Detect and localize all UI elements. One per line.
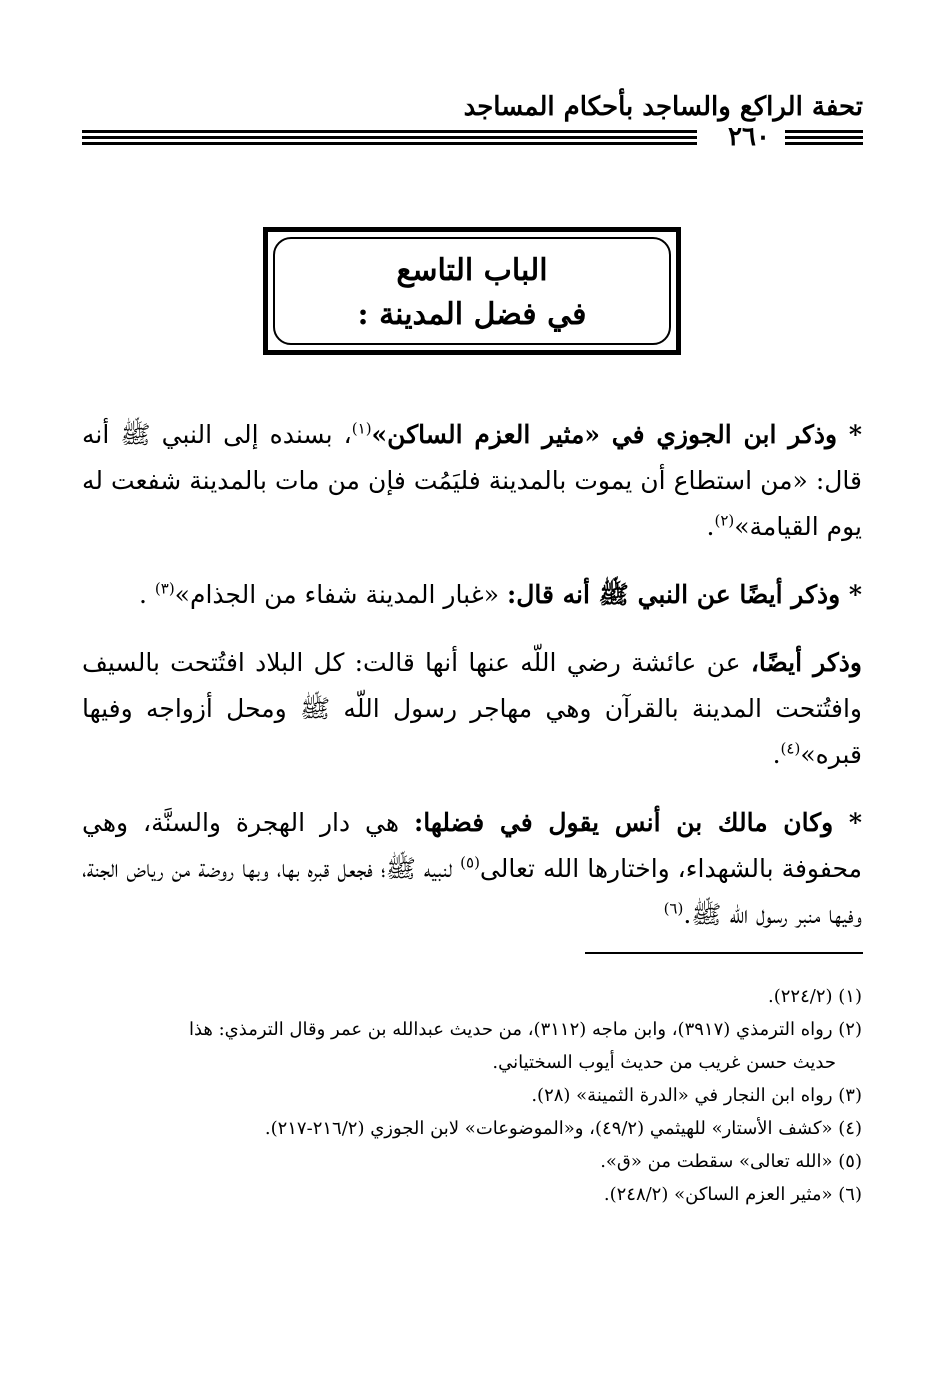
paragraph-lead: * وذكر ابن الجوزي في «مثير العزم الساكن» xyxy=(371,420,862,449)
footnote-ref-4: (٤) xyxy=(780,739,801,758)
paragraph-lead: * وذكر أيضًا عن النبي ﷺ أنه قال: xyxy=(506,580,862,609)
paragraph-text: ، بسنده إلى النبي ﷺ أنه قال: «من استطاع أن يموت بالمدينة فليَمُت فإن من مات بالمدينة شفعت له يوم القيامة» xyxy=(82,420,862,541)
paragraph-text-continued: لنبيه ﷺ؛ فجعل قبره بها، وبها روضة من رياض الجنة، وفيها منبر رسول اللّه ﷺ. xyxy=(82,854,862,929)
chapter-title: الباب التاسع xyxy=(396,253,548,288)
footnote-6: (٦) «مثير العزم الساكن» (٢٤٨/٢). xyxy=(603,1184,862,1205)
paragraph-lead: * وكان مالك بن أنس يقول في فضلها: xyxy=(413,808,862,837)
footnote-ref-6: (٦) xyxy=(663,899,684,918)
paragraph-3 xyxy=(82,640,862,778)
header-rule-right xyxy=(785,130,863,147)
footnote-4: (٤) «كشف الأستار» للهيثمي (٤٩/٢)، و«الموضوعات» لابن الجوزي (٢١٦/٢-٢١٧). xyxy=(264,1118,862,1139)
main-text xyxy=(82,412,862,960)
paragraph-text: «غبار المدينة شفاء من الجذام» xyxy=(174,580,507,609)
footnote-5: (٥) «الله تعالى» سقطت من «ق». xyxy=(600,1151,862,1172)
header-rule-left xyxy=(82,130,697,147)
footnote-1: (١) (٢٢٤/٢). xyxy=(768,986,862,1007)
footnote-3: (٣) رواه ابن النجار في «الدرة الثمينة» (٢٨). xyxy=(531,1085,862,1106)
running-header-title: تحفة الراكع والساجد بأحكام المساجد xyxy=(463,92,863,122)
footnotes xyxy=(82,980,862,1211)
footnote-ref-2: (٢) xyxy=(714,511,735,530)
footnote-separator xyxy=(585,952,863,954)
footnote-2: (٢) رواه الترمذي (٣٩١٧)، وابن ماجه (٣١١٢)، من حديث عبدالله بن عمر وقال الترمذي: هذا xyxy=(188,1019,862,1040)
paragraph-lead: وذكر أيضًا، xyxy=(750,648,863,677)
chapter-heading-box xyxy=(263,227,681,355)
page-number: ٢٦٠ xyxy=(728,122,770,152)
paragraph-end: . xyxy=(138,580,155,609)
footnote-2-continued: حديث حسن غريب من حديث أيوب السختياني. xyxy=(492,1052,836,1073)
footnote-ref-1: (١) xyxy=(351,419,372,438)
paragraph-4 xyxy=(82,800,862,938)
paragraph-2 xyxy=(82,572,862,618)
paragraph-text: هي دار الهجرة والسنَّة، وهي محفوفة بالشهداء، واختارها الله تعالى xyxy=(82,808,863,883)
footnote-ref-3: (٣) xyxy=(154,579,175,598)
chapter-heading-inner-frame xyxy=(273,237,671,345)
paragraph-1 xyxy=(82,412,862,550)
paragraph-end: . xyxy=(772,740,781,769)
footnote-ref-5: (٥) xyxy=(460,853,480,872)
chapter-subtitle: في فضل المدينة : xyxy=(357,297,587,332)
paragraph-end: . xyxy=(706,512,715,541)
paragraph-text: عن عائشة رضي اللّه عنها أنها قالت: كل البلاد افتُتحت بالسيف وافتُتحت المدينة بالقرآن وهي مهاجر رسول اللّه ﷺ ومحل أزواجه وفيها قبره» xyxy=(82,648,862,769)
